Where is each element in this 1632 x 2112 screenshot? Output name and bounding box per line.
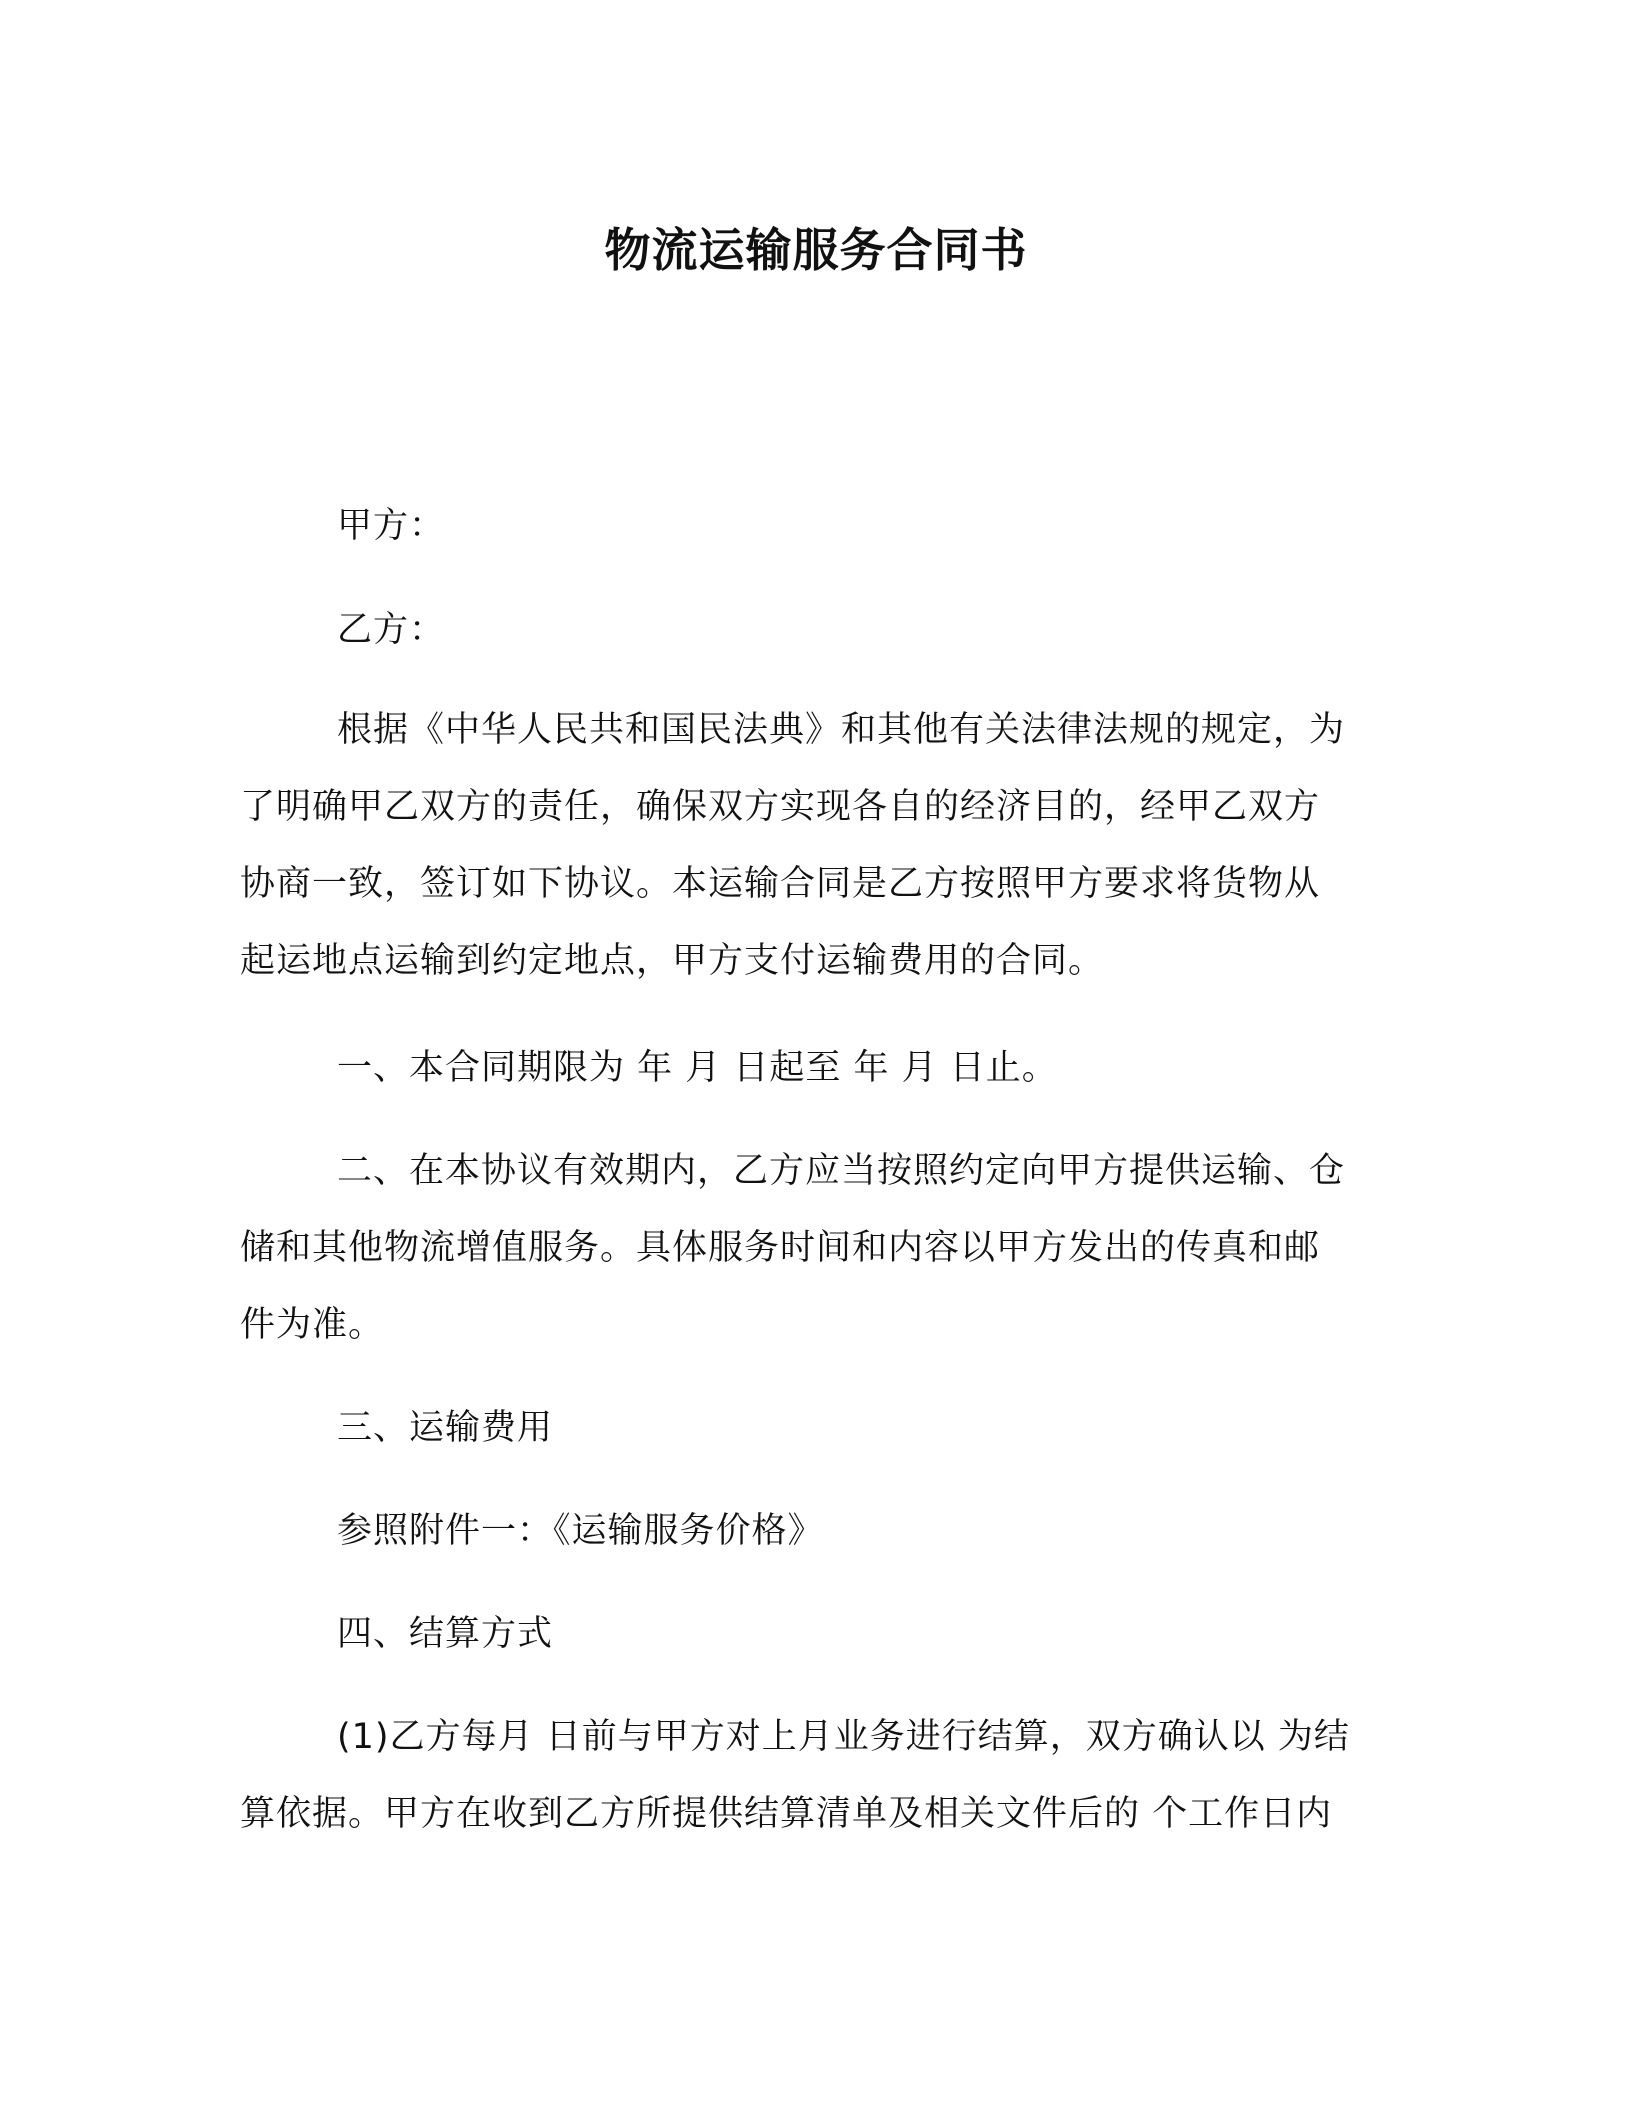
clause-2-line: 件为准。 xyxy=(240,1305,385,1345)
clause-4-paragraph xyxy=(240,1699,1370,1853)
intro-line: 了明确甲乙双方的责任，确保双方实现各自的经济目的，经甲乙双方 xyxy=(240,787,1321,827)
party-a-label: 甲方： xyxy=(337,506,446,546)
clause-3-heading: 三、运输费用 xyxy=(337,1408,554,1448)
clause-2-line: 储和其他物流增值服务。具体服务时间和内容以甲方发出的传真和邮 xyxy=(240,1228,1321,1268)
clause-1: 一、本合同期限为 年 月 日起至 年 月 日止。 xyxy=(337,1048,1058,1088)
document-title: 物流运输服务合同书 xyxy=(604,223,1028,277)
party-b-label: 乙方： xyxy=(337,610,446,650)
clause-2-paragraph xyxy=(240,1133,1370,1364)
clause-4-heading: 四、结算方式 xyxy=(337,1614,554,1654)
clause-3-body: 参照附件一：《运输服务价格》 xyxy=(337,1511,824,1551)
intro-line: 根据《中华人民共和国民法典》和其他有关法律法规的规定，为 xyxy=(337,710,1346,750)
clause-2-line: 二、在本协议有效期内，乙方应当按照约定向甲方提供运输、仓 xyxy=(337,1151,1346,1191)
clause-4-line: 算依据。甲方在收到乙方所提供结算清单及相关文件后的 个工作日内 xyxy=(240,1794,1333,1834)
intro-paragraph xyxy=(240,692,1370,1000)
intro-line: 起运地点运输到约定地点，甲方支付运输费用的合同。 xyxy=(240,941,1105,981)
intro-line: 协商一致，签订如下协议。本运输合同是乙方按照甲方要求将货物从 xyxy=(240,864,1321,904)
clause-4-line: (1)乙方每月 日前与甲方对上月业务进行结算，双方确认以 为结 xyxy=(337,1717,1350,1757)
